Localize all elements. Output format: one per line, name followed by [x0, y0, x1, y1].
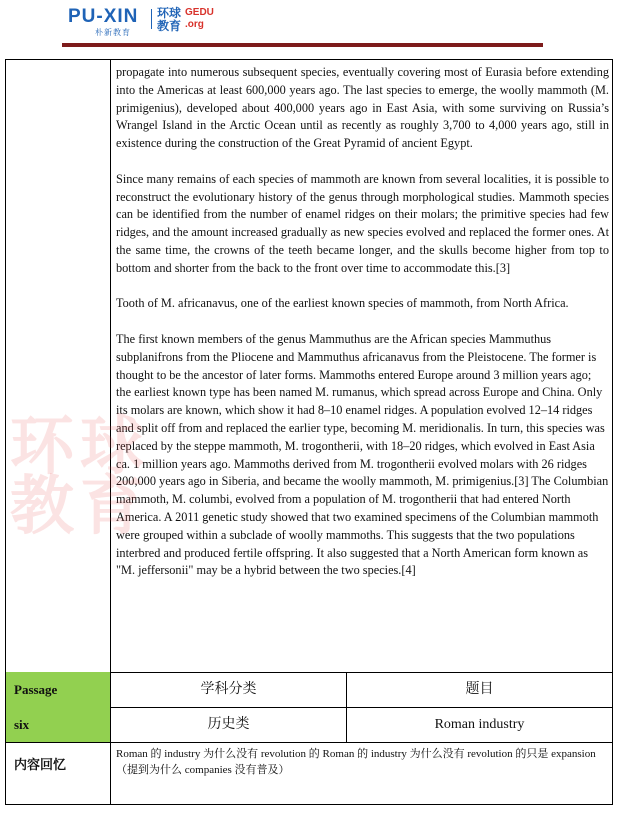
recall-table [5, 59, 613, 805]
huanqiu-logo-line2: 教育 [157, 19, 182, 33]
huanqiu-logo-line1: 环球 [157, 6, 182, 20]
passage-text [116, 64, 609, 598]
passage-paragraph: The first known members of the genus Mammuthus are the African species Mammuthus subplanifrons from the Pliocene and Mammuthus africanavus from the Pleistocene. The former is thought to be the ancestor of later forms. Mammoths entered Europe around 3 million years ago; the earliest known type has been named M. rumanus, which spread across Europe and China. Only its molars are known, which show it had 8–10 enamel ridges. A population evolved 12–14 ridges and split off from and replaced the earlier type, becoming M. meridionalis. In turn, this species was replaced by the steppe mammoth, M. trogontherii, with 18–20 ridges, which evolved in East Asia ca. 1 million years ago. Mammoths derived from M. trogontherii evolved molars with 26 ridges 200,000 years ago in Siberia, and became the woolly mammoth, M. primigenius.[3] The Columbian mammoth, M. columbi, evolved from a population of M. trogontherii that had entered North America. A 2011 genetic study showed that two examined specimens of the Columbian mammoth were grouped within a subclade of woolly mammoths. This suggests that the two populations interbred and produced fertile offspring. It also suggested that a North American form known as "M. jeffersonii" may be a hybrid between the two species.[4] [116, 331, 609, 578]
gedu-logo-line1: GEDU [185, 7, 214, 18]
puxin-logo: PU-XIN [68, 6, 139, 27]
puxin-logo-subtitle: 朴新教育 [95, 28, 131, 37]
header-rule [62, 43, 543, 47]
recall-label: 内容回忆 [14, 757, 67, 772]
table-row-divider [6, 742, 612, 743]
page-header [0, 0, 620, 50]
passage-label: Passage [14, 682, 58, 697]
subject-value: 历史类 [207, 717, 250, 732]
watermark-line2: 教育 [10, 470, 150, 544]
subject-header: 学科分类 [200, 682, 257, 697]
passage-number-label: six [14, 717, 30, 732]
recall-text: Roman 的 industry 为什么没有 revolution 的 Roman 的 industry 为什么没有 revolution 的只是 expansion（提到为什么 companies 没有普及） [116, 748, 596, 776]
gedu-logo-line2: .org [185, 19, 204, 30]
title-value: Roman industry [434, 717, 525, 732]
watermark-line1: 环球 [10, 410, 150, 484]
title-header: 题目 [465, 682, 494, 697]
gedu-logo [185, 7, 214, 31]
table-row-divider [110, 707, 612, 708]
passage-paragraph: Since many remains of each species of mammoth are known from several localities, it is possible to reconstruct the evolutionary history of the genus through morphological studies. Mammoth species can be identified from the number of enamel ridges on their molars; the primitive species had few ridges, and the amount increased gradually as new species evolved and replaced the former ones. At the same time, the crowns of the teeth became longer, and the skulls become higher from top to bottom and shorter from the back to the front over time to accommodate this.[3] [116, 171, 609, 275]
huanqiu-logo [157, 7, 181, 33]
passage-paragraph: Tooth of M. africanavus, one of the earliest known species of mammoth, from North Africa. [116, 296, 569, 311]
logo-divider [151, 9, 152, 29]
passage-paragraph: propagate into numerous subsequent species, eventually covering most of Eurasia before extending into the Americas at least 600,000 years ago. The last species to emerge, the woolly mammoth (M. primigenius), developed about 400,000 years ago in East Asia, with some surviving on Russia’s Wrangel Island in the Arctic Ocean until as recently as roughly 3,700 to 4,000 years ago, still in existence during the construction of the Great Pyramid of ancient Egypt. [116, 65, 609, 151]
